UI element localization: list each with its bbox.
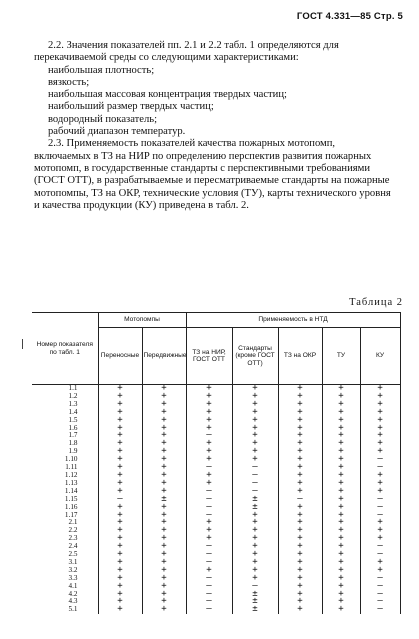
cell-mark: — (98, 496, 142, 504)
cell-mark: + (278, 385, 322, 393)
list-item: наибольшая массовая концентрация твердых частиц; (48, 89, 287, 101)
cell-mark: + (186, 456, 232, 464)
table-row (32, 567, 400, 575)
cell-mark: + (98, 456, 142, 464)
cell-mark: + (232, 432, 278, 440)
cell-mark: + (232, 401, 278, 409)
cell-mark: + (98, 417, 142, 425)
cell-mark: + (142, 385, 186, 393)
body-text (34, 40, 394, 212)
cell-mark: + (142, 591, 186, 599)
cell-mark: + (232, 417, 278, 425)
table-row (32, 425, 400, 433)
cell-mark: + (360, 488, 400, 496)
cell-mark: + (232, 448, 278, 456)
cell-mark: + (322, 393, 360, 401)
cell-mark: + (232, 575, 278, 583)
cell-mark: + (142, 535, 186, 543)
table-row (32, 598, 400, 606)
table-2 (32, 312, 401, 614)
table-row (32, 512, 400, 520)
cell-mark: + (98, 512, 142, 520)
row-number: 1.1 (32, 385, 98, 393)
table-row (32, 535, 400, 543)
cell-mark: + (322, 575, 360, 583)
cell-mark: + (278, 417, 322, 425)
header-tz-nir: ТЗ на НИР, ГОСТ ОТТ (186, 328, 232, 385)
row-number: 3.1 (32, 559, 98, 567)
cell-mark: + (278, 425, 322, 433)
cell-mark: + (142, 567, 186, 575)
table-row (32, 496, 400, 504)
cell-mark: + (322, 504, 360, 512)
cell-mark: + (142, 464, 186, 472)
cell-mark: + (232, 551, 278, 559)
page-header: ГОСТ 4.331—85 Стр. 5 (296, 11, 403, 22)
cell-mark: + (232, 425, 278, 433)
cell-mark: + (278, 606, 322, 614)
row-number: 1.5 (32, 417, 98, 425)
cell-mark: + (142, 575, 186, 583)
cell-mark: + (322, 456, 360, 464)
cell-mark: + (142, 583, 186, 591)
cell-mark: + (360, 535, 400, 543)
row-number: 1.10 (32, 456, 98, 464)
table-row (32, 480, 400, 488)
cell-mark: + (98, 551, 142, 559)
table-row (32, 527, 400, 535)
header-trailer: Передвижные (142, 328, 186, 385)
cell-mark: + (142, 440, 186, 448)
cell-mark: + (232, 456, 278, 464)
cell-mark: + (232, 409, 278, 417)
cell-mark: + (142, 543, 186, 551)
cell-mark: + (322, 606, 360, 614)
cell-mark: + (322, 464, 360, 472)
cell-mark: + (322, 543, 360, 551)
row-number: 4.1 (32, 583, 98, 591)
header-portable: Переносные (98, 328, 142, 385)
cell-mark: + (278, 393, 322, 401)
cell-mark: — (186, 559, 232, 567)
cell-mark: + (98, 480, 142, 488)
cell-mark: — (186, 464, 232, 472)
cell-mark: + (322, 598, 360, 606)
cell-mark: + (360, 567, 400, 575)
row-number: 1.16 (32, 504, 98, 512)
cell-mark: — (186, 432, 232, 440)
cell-mark: + (186, 535, 232, 543)
cell-mark: + (142, 472, 186, 480)
cell-mark: + (278, 504, 322, 512)
cell-mark: + (142, 480, 186, 488)
cell-mark: + (142, 606, 186, 614)
cell-mark: ± (232, 504, 278, 512)
cell-mark: + (232, 559, 278, 567)
cell-mark: + (142, 456, 186, 464)
cell-mark: + (98, 472, 142, 480)
cell-mark: — (186, 606, 232, 614)
cell-mark: + (98, 425, 142, 433)
cell-mark: — (186, 504, 232, 512)
table-row (32, 591, 400, 599)
cell-mark: + (232, 512, 278, 520)
table-row (32, 448, 400, 456)
cell-mark: — (186, 591, 232, 599)
table-row (32, 417, 400, 425)
cell-mark: + (322, 519, 360, 527)
cell-mark: + (360, 519, 400, 527)
cell-mark: + (232, 543, 278, 551)
paragraph-2-2: 2.2. Значения показателей пп. 2.1 и 2.2 табл. 1 определяются для перекачиваемой среды со следующими характеристиками: (34, 40, 339, 64)
cell-mark: + (186, 527, 232, 535)
cell-mark: — (360, 512, 400, 520)
cell-mark: + (360, 440, 400, 448)
cell-mark: + (98, 591, 142, 599)
table-row (32, 385, 400, 393)
cell-mark: + (98, 575, 142, 583)
row-number: 2.3 (32, 535, 98, 543)
margin-mark (22, 339, 23, 349)
list-item: наибольшая плотность; (48, 64, 155, 76)
table-caption: Таблица 2 (349, 297, 403, 308)
row-number: 1.15 (32, 496, 98, 504)
cell-mark: + (142, 512, 186, 520)
cell-mark: ± (232, 591, 278, 599)
cell-mark: — (232, 472, 278, 480)
cell-mark: + (142, 504, 186, 512)
cell-mark: + (98, 567, 142, 575)
cell-mark: + (98, 583, 142, 591)
cell-mark: + (322, 512, 360, 520)
header-standards: Стандарты (кроме ГОСТ ОТТ) (232, 328, 278, 385)
cell-mark: — (232, 464, 278, 472)
cell-mark: — (360, 496, 400, 504)
cell-mark: — (360, 591, 400, 599)
cell-mark: + (98, 598, 142, 606)
row-number: 1.4 (32, 409, 98, 417)
table-row (32, 559, 400, 567)
cell-mark: + (142, 401, 186, 409)
cell-mark: + (360, 480, 400, 488)
cell-mark: + (278, 583, 322, 591)
cell-mark: + (142, 598, 186, 606)
header-tu: ТУ (322, 328, 360, 385)
table-row (32, 504, 400, 512)
cell-mark: + (322, 535, 360, 543)
cell-mark: + (278, 448, 322, 456)
table-row (32, 551, 400, 559)
table-row (32, 583, 400, 591)
table-row (32, 393, 400, 401)
cell-mark: + (278, 591, 322, 599)
row-number: 1.3 (32, 401, 98, 409)
row-number: 1.11 (32, 464, 98, 472)
cell-mark: + (142, 488, 186, 496)
cell-mark: + (186, 480, 232, 488)
table-row (32, 440, 400, 448)
cell-mark: + (232, 567, 278, 575)
cell-mark: + (98, 488, 142, 496)
row-number: 2.5 (32, 551, 98, 559)
cell-mark: + (322, 496, 360, 504)
row-number: 1.8 (32, 440, 98, 448)
cell-mark: + (186, 448, 232, 456)
cell-mark: — (232, 583, 278, 591)
cell-mark: + (360, 425, 400, 433)
cell-mark: + (98, 527, 142, 535)
cell-mark: + (278, 575, 322, 583)
cell-mark: + (98, 464, 142, 472)
table-row (32, 432, 400, 440)
row-number: 5.1 (32, 606, 98, 614)
cell-mark: — (360, 456, 400, 464)
table-row (32, 456, 400, 464)
cell-mark: + (278, 543, 322, 551)
cell-mark: — (186, 512, 232, 520)
cell-mark: + (360, 472, 400, 480)
header-tz-okr: ТЗ на ОКР (278, 328, 322, 385)
cell-mark: + (232, 385, 278, 393)
cell-mark: — (186, 598, 232, 606)
cell-mark: ± (232, 598, 278, 606)
cell-mark: + (98, 606, 142, 614)
cell-mark: + (360, 448, 400, 456)
row-number: 4.3 (32, 598, 98, 606)
cell-mark: + (142, 519, 186, 527)
cell-mark: + (232, 535, 278, 543)
cell-mark: + (322, 401, 360, 409)
cell-mark: + (278, 432, 322, 440)
cell-mark: + (98, 409, 142, 417)
cell-mark: + (322, 448, 360, 456)
cell-mark: + (142, 527, 186, 535)
cell-mark: ± (142, 496, 186, 504)
table-row (32, 401, 400, 409)
cell-mark: + (278, 559, 322, 567)
cell-mark: + (186, 409, 232, 417)
cell-mark: + (278, 519, 322, 527)
cell-mark: — (232, 488, 278, 496)
cell-mark: + (278, 464, 322, 472)
cell-mark: + (232, 519, 278, 527)
row-number: 4.2 (32, 591, 98, 599)
cell-mark: + (322, 567, 360, 575)
row-number: 3.2 (32, 567, 98, 575)
row-number: 3.3 (32, 575, 98, 583)
table-row (32, 575, 400, 583)
table-row (32, 606, 400, 614)
list-item: водородный показатель; (48, 113, 158, 125)
row-number: 1.9 (32, 448, 98, 456)
cell-mark: — (232, 480, 278, 488)
cell-mark: + (322, 440, 360, 448)
cell-mark: — (186, 551, 232, 559)
table-row (32, 472, 400, 480)
cell-mark: + (142, 432, 186, 440)
cell-mark: + (360, 432, 400, 440)
cell-mark: — (360, 504, 400, 512)
cell-mark: — (186, 583, 232, 591)
row-number: 2.2 (32, 527, 98, 535)
table-body (32, 385, 400, 615)
cell-mark: + (278, 598, 322, 606)
cell-mark: + (186, 440, 232, 448)
cell-mark: + (186, 385, 232, 393)
cell-mark: + (186, 393, 232, 401)
cell-mark: — (360, 464, 400, 472)
row-number: 1.2 (32, 393, 98, 401)
cell-mark: — (360, 551, 400, 559)
cell-mark: — (360, 543, 400, 551)
row-number: 2.4 (32, 543, 98, 551)
paragraph-2-3: 2.3. Применяемость показателей качества пожарных мотопомп, включаемых в ТЗ на НИР по определению перспектив развития пожарных мотопомп, в государственные стандарты с перспективными требованиями (ГОСТ ОТТ), в разрабатываемые и пересматриваемые стандарты на пожарные мотопомпы, ТЗ на ОКР, технические условия (ТУ), карты технического уровня и качества продукции (КУ) приведена в табл. 2. (34, 138, 391, 211)
header-indicator-number: Номер показателя по табл. 1 (32, 313, 98, 385)
list-item: вязкость; (48, 76, 90, 88)
cell-mark: — (186, 575, 232, 583)
cell-mark: + (278, 535, 322, 543)
row-number: 1.17 (32, 512, 98, 520)
cell-mark: + (322, 488, 360, 496)
cell-mark: + (322, 417, 360, 425)
header-motopumps: Мотопомпы (98, 313, 186, 328)
cell-mark: + (142, 409, 186, 417)
row-number: 2.1 (32, 519, 98, 527)
cell-mark: + (278, 527, 322, 535)
cell-mark: + (98, 448, 142, 456)
row-number: 1.14 (32, 488, 98, 496)
table-row (32, 409, 400, 417)
cell-mark: + (186, 567, 232, 575)
cell-mark: + (98, 504, 142, 512)
cell-mark: + (142, 448, 186, 456)
cell-mark: + (142, 393, 186, 401)
cell-mark: + (98, 401, 142, 409)
cell-mark: + (142, 417, 186, 425)
cell-mark: ± (232, 606, 278, 614)
cell-mark: + (98, 543, 142, 551)
cell-mark: + (278, 488, 322, 496)
header-applicability: Применяемость в НТД (186, 313, 400, 328)
cell-mark: — (360, 575, 400, 583)
cell-mark: + (322, 472, 360, 480)
row-number: 1.6 (32, 425, 98, 433)
cell-mark: + (98, 440, 142, 448)
cell-mark: + (360, 527, 400, 535)
cell-mark: + (322, 480, 360, 488)
cell-mark: — (186, 496, 232, 504)
row-number: 1.13 (32, 480, 98, 488)
cell-mark: + (360, 385, 400, 393)
cell-mark: + (322, 591, 360, 599)
cell-mark: + (278, 512, 322, 520)
cell-mark: + (360, 409, 400, 417)
cell-mark: + (278, 567, 322, 575)
cell-mark: + (98, 393, 142, 401)
cell-mark: + (142, 425, 186, 433)
row-number: 1.7 (32, 432, 98, 440)
list-item: рабочий диапазон температур. (48, 126, 186, 138)
cell-mark: + (322, 385, 360, 393)
cell-mark: + (98, 559, 142, 567)
cell-mark: + (322, 583, 360, 591)
cell-mark: + (322, 559, 360, 567)
cell-mark: + (186, 425, 232, 433)
cell-mark: — (186, 488, 232, 496)
cell-mark: — (360, 583, 400, 591)
cell-mark: + (186, 401, 232, 409)
cell-mark: + (232, 527, 278, 535)
cell-mark: + (278, 551, 322, 559)
cell-mark: + (232, 393, 278, 401)
cell-mark: + (278, 409, 322, 417)
cell-mark: + (98, 432, 142, 440)
cell-mark: + (322, 425, 360, 433)
cell-mark: — (186, 543, 232, 551)
cell-mark: + (360, 393, 400, 401)
table-row (32, 519, 400, 527)
cell-mark: + (322, 551, 360, 559)
list-item: наибольший размер твердых частиц; (48, 101, 214, 113)
cell-mark: ± (232, 496, 278, 504)
cell-mark: + (322, 527, 360, 535)
cell-mark: + (186, 472, 232, 480)
header-ku: КУ (360, 328, 400, 385)
cell-mark: + (98, 519, 142, 527)
cell-mark: + (278, 401, 322, 409)
table-row (32, 543, 400, 551)
cell-mark: + (278, 480, 322, 488)
cell-mark: + (322, 432, 360, 440)
row-number: 1.12 (32, 472, 98, 480)
table-row (32, 464, 400, 472)
cell-mark: + (360, 417, 400, 425)
cell-mark: + (232, 440, 278, 448)
cell-mark: + (186, 417, 232, 425)
cell-mark: — (360, 606, 400, 614)
cell-mark: + (98, 535, 142, 543)
cell-mark: + (142, 551, 186, 559)
cell-mark: + (360, 401, 400, 409)
cell-mark: + (278, 440, 322, 448)
cell-mark: + (278, 472, 322, 480)
cell-mark: + (186, 519, 232, 527)
cell-mark: + (142, 559, 186, 567)
cell-mark: — (360, 598, 400, 606)
cell-mark: + (322, 409, 360, 417)
cell-mark: — (278, 496, 322, 504)
table-row (32, 488, 400, 496)
cell-mark: + (98, 385, 142, 393)
cell-mark: + (278, 456, 322, 464)
cell-mark: + (360, 559, 400, 567)
